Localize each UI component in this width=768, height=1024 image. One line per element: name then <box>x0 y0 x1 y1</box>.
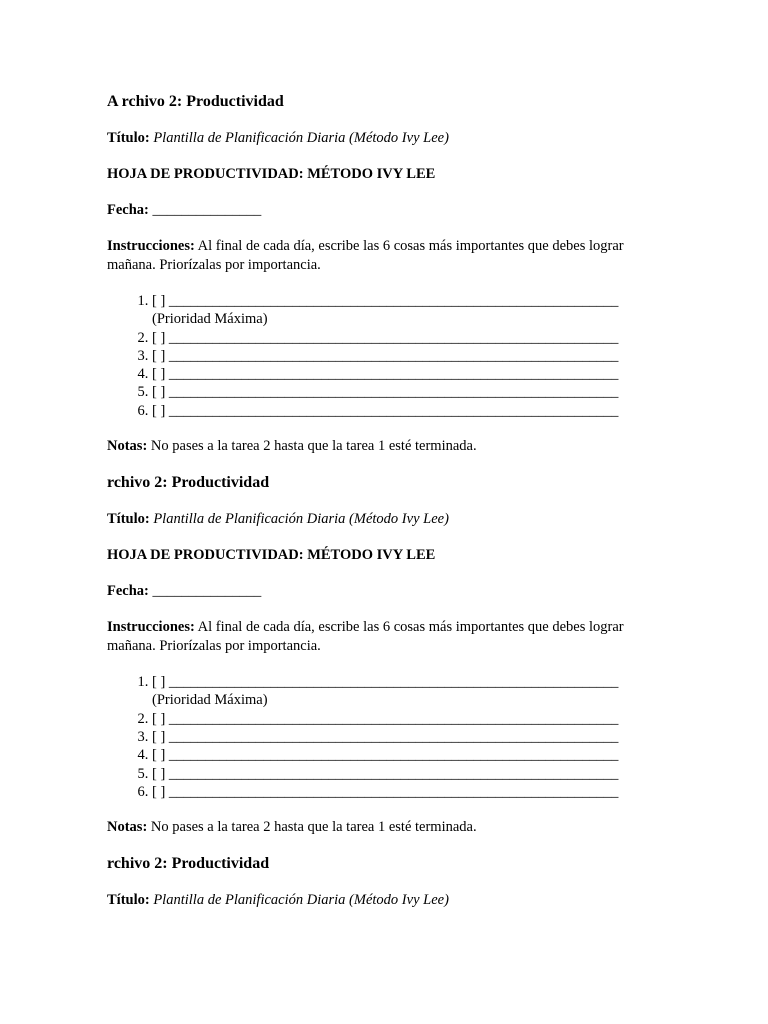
notes-label: Notas: <box>107 438 148 455</box>
title-value: Plantilla de Planificación Diaria (Método Ivy Lee) <box>153 511 449 528</box>
notes-line <box>107 818 667 837</box>
task-item: 6. [ ] ______________________________________________________________ <box>152 402 667 420</box>
task-item: 2. [ ] ______________________________________________________________ <box>152 329 667 347</box>
notes-line <box>107 437 667 456</box>
task-item: 6. [ ] ______________________________________________________________ <box>152 783 667 801</box>
title-value: Plantilla de Planificación Diaria (Método Ivy Lee) <box>153 892 449 909</box>
task-item: 5. [ ] ______________________________________________________________ <box>152 765 667 783</box>
title-label: Título: <box>107 892 150 909</box>
sheet-heading: HOJA DE PRODUCTIVIDAD: MÉTODO IVY LEE <box>107 547 436 564</box>
task-item: 4. [ ] ______________________________________________________________ <box>152 365 667 383</box>
date-blank: _______________ <box>152 202 262 218</box>
task-item: 1. [ ] ______________________________________________________________ (Prioridad Máxima) <box>152 673 667 710</box>
task-item: 1. [ ] ______________________________________________________________ (Prioridad Máxima) <box>152 292 667 329</box>
instructions-text: Al final de cada día, escribe las 6 cosas más importantes que debes lograr mañana. Priorízalas por importancia. <box>107 238 624 273</box>
instructions-text: Al final de cada día, escribe las 6 cosas más importantes que debes lograr mañana. Priorízalas por importancia. <box>107 619 624 655</box>
title-value: Plantilla de Planificación Diaria (Método Ivy Lee) <box>153 130 449 146</box>
section-heading: rchivo 2: Productividad <box>107 855 270 873</box>
section-heading: rchivo 2: Productividad <box>107 474 270 492</box>
section-heading: A rchivo 2: Productividad <box>107 93 284 110</box>
task-item: 3. [ ] ______________________________________________________________ <box>152 728 667 746</box>
title-line <box>107 891 667 910</box>
task-list <box>107 292 667 420</box>
instructions-label: Instrucciones: <box>107 619 195 636</box>
instructions-line <box>107 237 667 275</box>
date-line <box>107 201 667 220</box>
date-label: Fecha: <box>107 583 149 600</box>
instructions-line <box>107 618 667 656</box>
date-label: Fecha: <box>107 202 149 218</box>
task-list <box>107 673 667 801</box>
template-section-1 <box>107 92 667 456</box>
document-page <box>107 92 667 927</box>
title-label: Título: <box>107 130 150 146</box>
date-blank: _______________ <box>152 583 262 600</box>
task-item: 4. [ ] ______________________________________________________________ <box>152 746 667 764</box>
date-line <box>107 582 667 601</box>
notes-text: No pases a la tarea 2 hasta que la tarea 1 esté terminada. <box>150 819 477 836</box>
title-label: Título: <box>107 511 150 528</box>
task-item: 5. [ ] ______________________________________________________________ <box>152 383 667 401</box>
task-item: 3. [ ] ______________________________________________________________ <box>152 347 667 365</box>
instructions-label: Instrucciones: <box>107 238 195 254</box>
sheet-heading: HOJA DE PRODUCTIVIDAD: MÉTODO IVY LEE <box>107 166 436 182</box>
notes-text: No pases a la tarea 2 hasta que la tarea 1 esté terminada. <box>150 438 477 455</box>
task-item: 2. [ ] ______________________________________________________________ <box>152 710 667 728</box>
title-line <box>107 510 667 529</box>
notes-label: Notas: <box>107 819 148 836</box>
template-section-3 <box>107 854 667 910</box>
title-line <box>107 129 667 148</box>
template-section-2 <box>107 473 667 837</box>
